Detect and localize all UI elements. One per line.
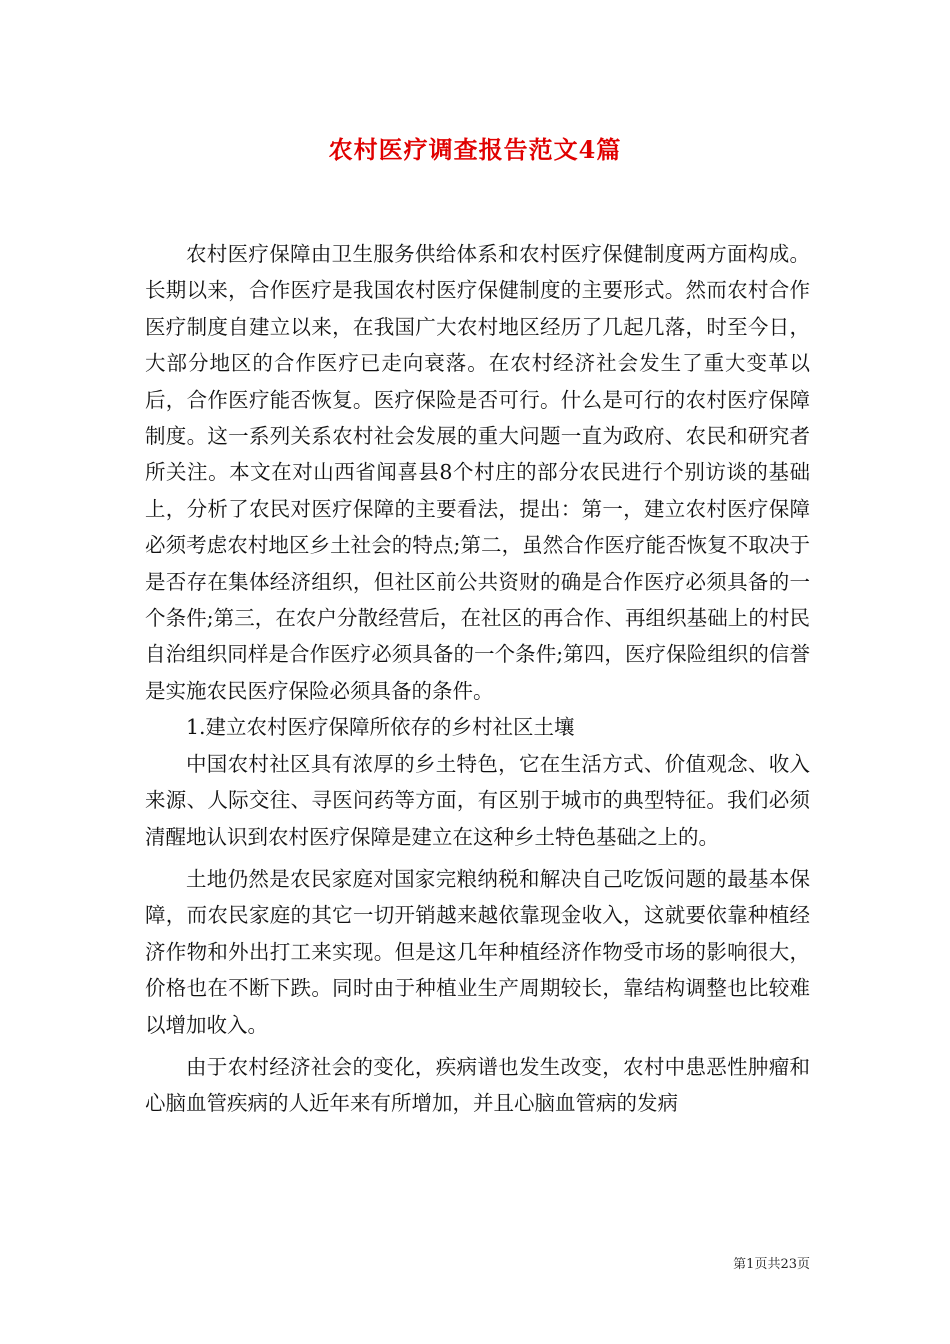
paragraph-land-income: 土地仍然是农民家庭对国家完粮纳税和解决自己吃饭问题的最基本保障，而农民家庭的其它一切开销越来越依靠现金收入，这就要依靠种植经济作物和外出打工来实现。但是这几年种植经济作物受市场的影响很大，价格也在不断下跌。同时由于种植业生产周期较长，靠结构调整也比较难以增加收入。: [145, 866, 810, 1037]
section-heading: 1.建立农村医疗保障所依存的乡村社区土壤: [186, 715, 575, 740]
paragraph-disease-spectrum: 由于农村经济社会的变化，疾病谱也发生改变，农村中患恶性肿瘤和心脑血管疾病的人近年来有所增加，并且心脑血管病的发病: [145, 1054, 810, 1116]
document-title: 农村医疗调查报告范文4篇: [328, 135, 622, 164]
paragraph-intro: 农村医疗保障由卫生服务供给体系和农村医疗保健制度两方面构成。长期以来，合作医疗是我国农村医疗保健制度的主要形式。然而农村合作医疗制度自建立以来，在我国广大农村地区经历了几起几落，时至今日，大部分地区的合作医疗已走向衰落。在农村经济社会发生了重大变革以后，合作医疗能否恢复。医疗保险是否可行。什么是可行的农村医疗保障制度。这一系列关系农村社会发展的重大问题一直为政府、农民和研究者所关注。本文在对山西省闻喜县8个村庄的部分农民进行个别访谈的基础上，分析了农民对医疗保障的主要看法，提出：第一，建立农村医疗保障必须考虑农村地区乡土社会的特点;第二，虽然合作医疗能否恢复不取决于是否存在集体经济组织，但社区前公共资财的确是合作医疗必须具备的一个条件;第三，在农户分散经营后，在社区的再合作、再组织基础上的村民自治组织同样是合作医疗必须具备的一个条件;第四，医疗保险组织的信誉是实施农民医疗保险必须具备的条件。: [145, 242, 810, 703]
document-body: [145, 236, 810, 1122]
paragraph-rural-community: 中国农村社区具有浓厚的乡土特色，它在生活方式、价值观念、收入来源、人际交往、寻医问药等方面，有区别于城市的典型特征。我们必须清醒地认识到农村医疗保障是建立在这种乡土特色基础之上的。: [145, 751, 810, 849]
page-number-footer: 第1页共23页: [733, 1257, 810, 1272]
